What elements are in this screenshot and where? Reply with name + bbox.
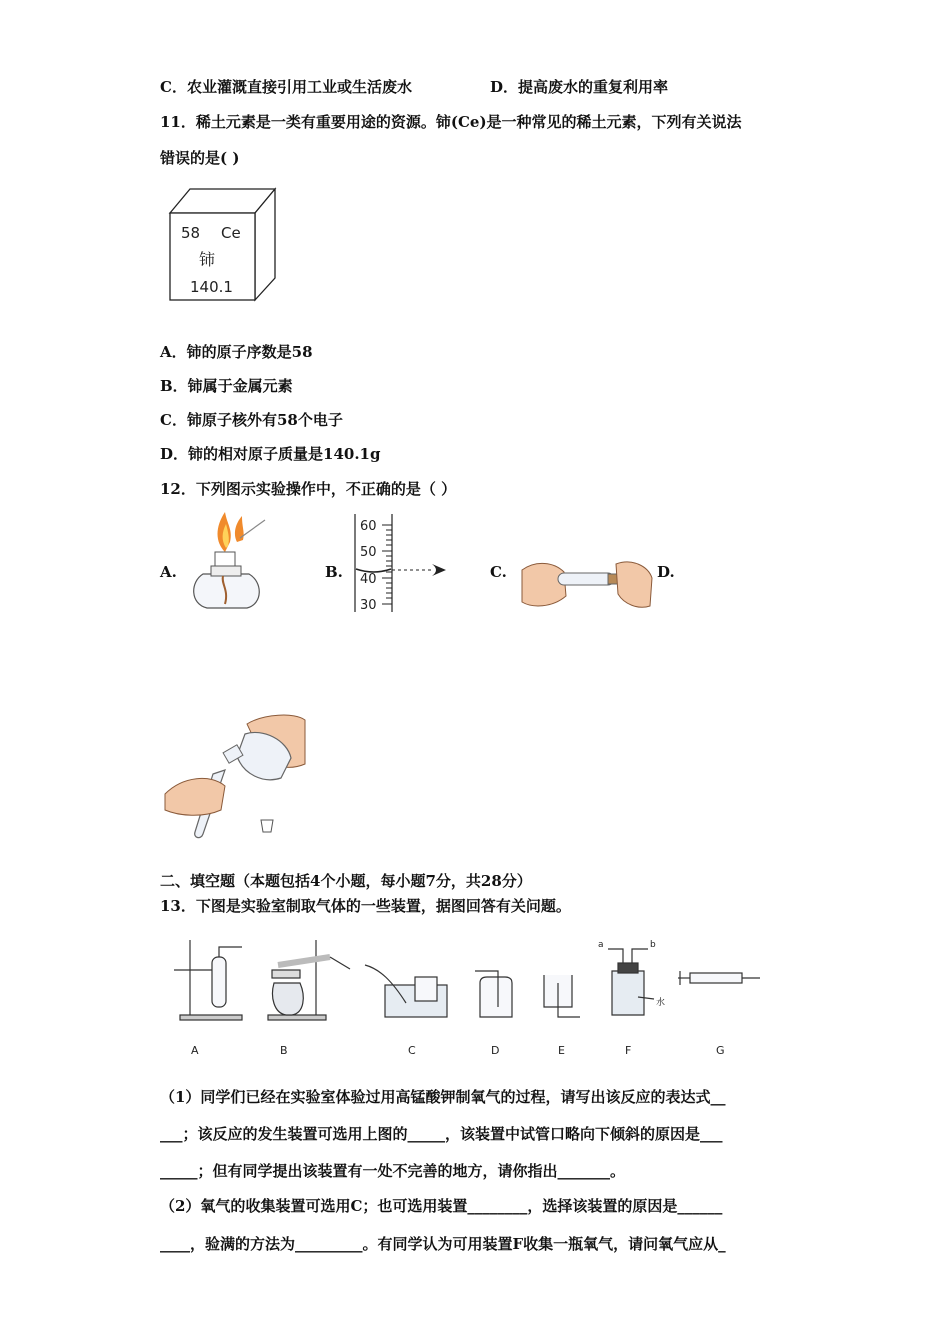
q13-stem: 13．下图是实验室制取气体的一些装置，据图回答有关问题。 [160,897,571,915]
cylinder-tick-50: 50 [360,545,377,560]
cylinder-tick-60: 60 [360,519,377,534]
q11-option-a: A．铈的原子序数是58 [160,343,313,361]
q11-stem-line1: 11．稀土元素是一类有重要用途的资源。铈(Ce)是一种常见的稀土元素，下列有关说法 [160,113,742,131]
q12-label-c: C. [490,563,507,581]
apparatus-label-a: A [191,1044,199,1057]
test-tube-hands-figure [520,556,655,611]
apparatus-label-f: F [625,1044,632,1057]
q10-option-c: C．农业灌溉直接引用工业或生活废水 [160,78,412,96]
q12-label-a: A. [160,563,177,581]
q13-p1-line2: ___；该反应的发生装置可选用上图的_____，该装置中试管口略向下倾斜的原因是___ [160,1125,723,1143]
q13-p2-line1: （2）氧气的收集装置可选用C；也可选用装置________，选择该装置的原因是______ [160,1197,723,1215]
graduated-cylinder-figure [350,512,460,614]
q11-option-d: D．铈的相对原子质量是140.1g [160,445,381,463]
f-label-water: 水 [656,998,666,1008]
q11-option-c: C．铈原子核外有58个电子 [160,411,343,429]
q13-p1-line3: _____；但有同学提出该装置有一处不完善的地方，请你指出_______。 [160,1162,626,1180]
alcohol-lamp-figure [185,512,270,612]
apparatus-label-b: B [280,1044,288,1057]
q13-p2-line2: ____，验满的方法为_________。有同学认为可用装置F收集一瓶氧气，请问氧气应从_ [160,1235,726,1253]
eye-icon [432,564,446,576]
apparatus-label-e: E [558,1044,565,1057]
q12-label-d: D. [657,563,675,581]
element-card-mass: 140.1 [190,278,233,296]
q11-stem-line2: 错误的是( ) [160,149,240,167]
f-label-b: b [650,940,656,950]
element-card-name: 铈 [199,250,216,269]
q10-option-d: D．提高废水的重复利用率 [490,78,669,96]
element-card-figure [165,185,280,305]
section2-title: 二、填空题（本题包括4个小题，每小题7分，共28分） [160,872,532,890]
f-label-a: a [598,940,604,950]
q12-stem: 12．下列图示实验操作中，不正确的是（ ） [160,480,457,498]
q12-label-b: B. [325,563,343,581]
q11-option-b: B．铈属于金属元素 [160,377,293,395]
q13-p1-line1: （1）同学们已经在实验室体验过用高锰酸钾制氧气的过程，请写出该反应的表达式__ [160,1088,726,1106]
apparatus-label-c: C [408,1044,416,1057]
cylinder-tick-40: 40 [360,572,377,587]
apparatus-label-g: G [716,1044,725,1057]
apparatus-label-d: D [491,1044,500,1057]
gas-apparatus-figure [160,935,770,1030]
element-card-number: 58 [181,224,201,242]
element-card-symbol: Ce [221,224,241,242]
pouring-reagent-figure [163,712,308,840]
cylinder-tick-30: 30 [360,598,377,613]
